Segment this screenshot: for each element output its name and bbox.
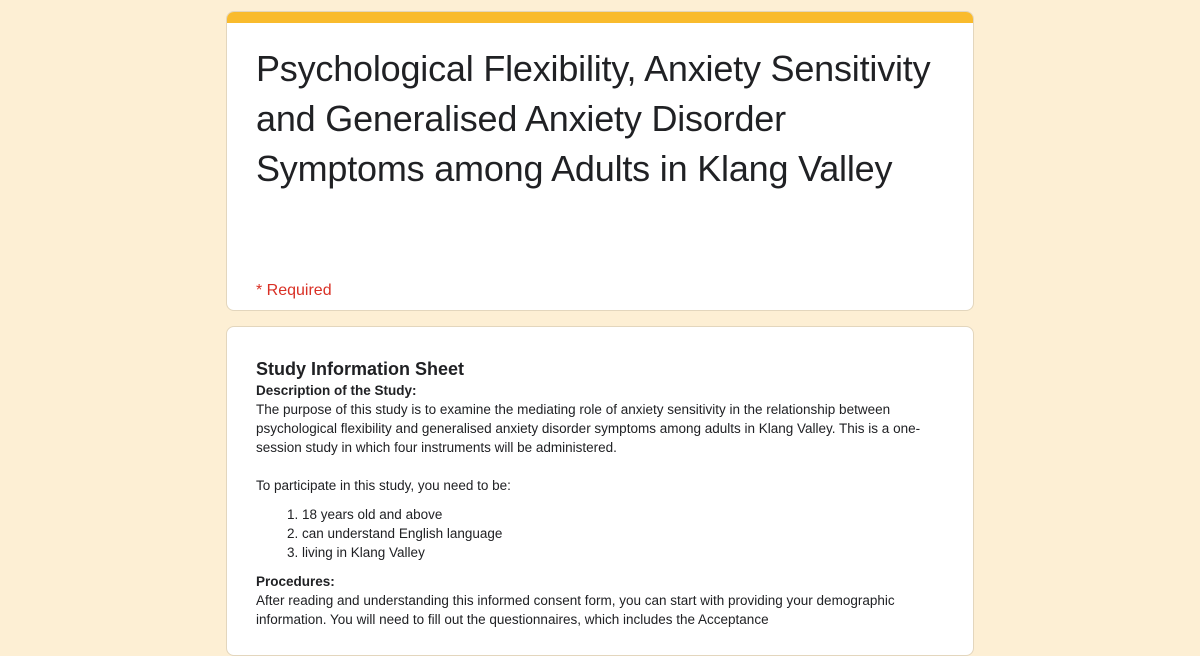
- description-heading: Description of the Study:: [256, 383, 417, 398]
- section-title: Study Information Sheet: [256, 359, 465, 379]
- description-text: The purpose of this study is to examine the mediating role of anxiety sensitivity in the relationship between psychological flexibility and generalised anxiety disorder symptoms among adults in Klang Valley. This is a one-session study in which four instruments will be administered.: [256, 402, 921, 455]
- required-note: * Required: [256, 282, 332, 299]
- spacer: [256, 457, 946, 476]
- list-item: 1. 18 years old and above: [302, 505, 946, 524]
- form-title: Psychological Flexibility, Anxiety Sensitivity and Generalised Anxiety Disorder Symptoms among Adults in Klang Valley: [256, 48, 931, 189]
- list-item: 3. living in Klang Valley: [302, 543, 946, 562]
- procedures-text: After reading and understanding this informed consent form, you can start with providing your demographic information. You will need to fill out the questionnaires, which includes the Acceptance: [256, 593, 895, 627]
- study-information-card: [226, 326, 974, 656]
- form-header-card: [226, 11, 974, 311]
- header-accent-bar: [227, 12, 973, 23]
- participate-intro: To participate in this study, you need to be:: [256, 478, 511, 493]
- procedures-heading: Procedures:: [256, 574, 335, 589]
- study-information-content: [256, 357, 946, 629]
- eligibility-list: [256, 505, 946, 562]
- list-item: 2. can understand English language: [302, 524, 946, 543]
